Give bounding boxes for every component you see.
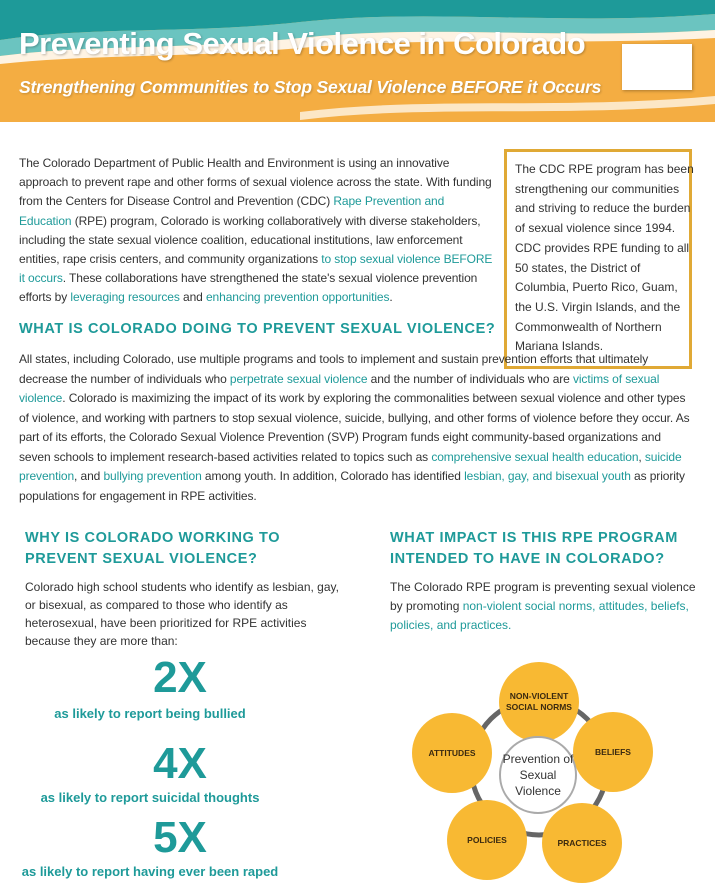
what-paragraph: All states, including Colorado, use multiple programs and tools to implement and sustain prevention efforts that ultimately decrease the number of individuals who perpetrate sexual violence and the number of individuals who are victims of sexual violence. Colorado is maximizing the impact of its work by exploring the commonalities between sexual violence and other types of violence, and working with partners to stop sexual violence, suicide, bullying, and other forms of violence before they occur. As part of its efforts, the Colorado Sexual Violence Prevention (SVP) Program funds eight community-based organizations and seven schools to implement research-based activities related to topics such as comprehensive sexual health education, suicide prevention, and bullying prevention among youth. In addition, Colorado has identified lesbian, gay, and bisexual youth as priority populations for engagement in RPE activities. — [19, 352, 690, 503]
highlight-stop-before: to stop sexual violence BEFORE it occurs — [19, 252, 493, 286]
circle-attitudes: ATTITUDES — [412, 713, 492, 793]
circle-center-prevention: Prevention of Sexual Violence — [499, 736, 577, 814]
stat-5x: 5X — [153, 813, 207, 862]
cdc-callout-box — [504, 149, 692, 369]
section-heading-why: WHY IS COLORADO WORKING TO PREVENT SEXUAL VIOLENCE? — [25, 530, 281, 567]
stat-2x: 2X — [153, 653, 207, 702]
section-heading-impact: WHAT IMPACT IS THIS RPE PROGRAM INTENDED TO HAVE IN COLORADO? — [390, 530, 678, 567]
circle-social-norms: NON-VIOLENT SOCIAL NORMS — [499, 662, 579, 742]
callout-text: The CDC RPE program has been strengthening our communities and striving to reduce the burden of sexual violence since 1994. CDC provides RPE funding to all 50 states, the District of Columbia, Puerto Rico, Guam, the U.S. Virgin Islands, and the Commonwealth of Northern Mariana Islands. — [515, 162, 694, 354]
page-subtitle: Strengthening Communities to Stop Sexual Violence BEFORE it Occurs — [19, 77, 602, 97]
circle-beliefs: BELIEFS — [573, 712, 653, 792]
stat-label-suicidal: as likely to report suicidal thoughts — [40, 790, 260, 805]
section-heading-what: WHAT IS COLORADO DOING TO PREVENT SEXUAL VIOLENCE? — [19, 321, 496, 337]
impact-paragraph: The Colorado RPE program is preventing sexual violence by promoting non-violent social norms, attitudes, beliefs, policies, and practices. — [390, 580, 696, 632]
circle-policies: POLICIES — [447, 800, 527, 880]
stat-4x: 4X — [153, 739, 207, 788]
colorado-state-icon — [622, 44, 692, 90]
highlight-enhancing: enhancing prevention opportunities — [205, 290, 390, 305]
stat-label-raped: as likely to report having ever been raped — [21, 864, 279, 879]
intro-paragraph: The Colorado Department of Public Health and Environment is using an innovative approach to prevent rape and other forms of sexual violence across the state. With funding from the Centers for Disease Control and Prevention (CDC) Rape Prevention and Education (RPE) program, Colorado is working collaboratively with diverse stakeholders, including the state sexual violence coalition, educational institutions, law enforcement entities, rape crisis centers, and community organizations to stop sexual violence BEFORE it occurs. These collaborations have strengthened the state's sexual violence prevention efforts by leveraging resources and enhancing prevention opportunities. — [19, 156, 493, 305]
header-banner — [0, 0, 715, 122]
link-rpe: Rape Prevention and Education — [19, 194, 445, 228]
page-title: Preventing Sexual Violence in Colorado — [19, 26, 586, 61]
circle-practices: PRACTICES — [542, 803, 622, 883]
stat-label-bullied: as likely to report being bullied — [54, 706, 246, 721]
why-paragraph: Colorado high school students who identify as lesbian, gay, or bisexual, as compared to those who identify as heterosexual, have been prioritized for RPE activities because they are more than: — [25, 580, 339, 648]
highlight-leveraging: leveraging resources — [70, 290, 180, 305]
